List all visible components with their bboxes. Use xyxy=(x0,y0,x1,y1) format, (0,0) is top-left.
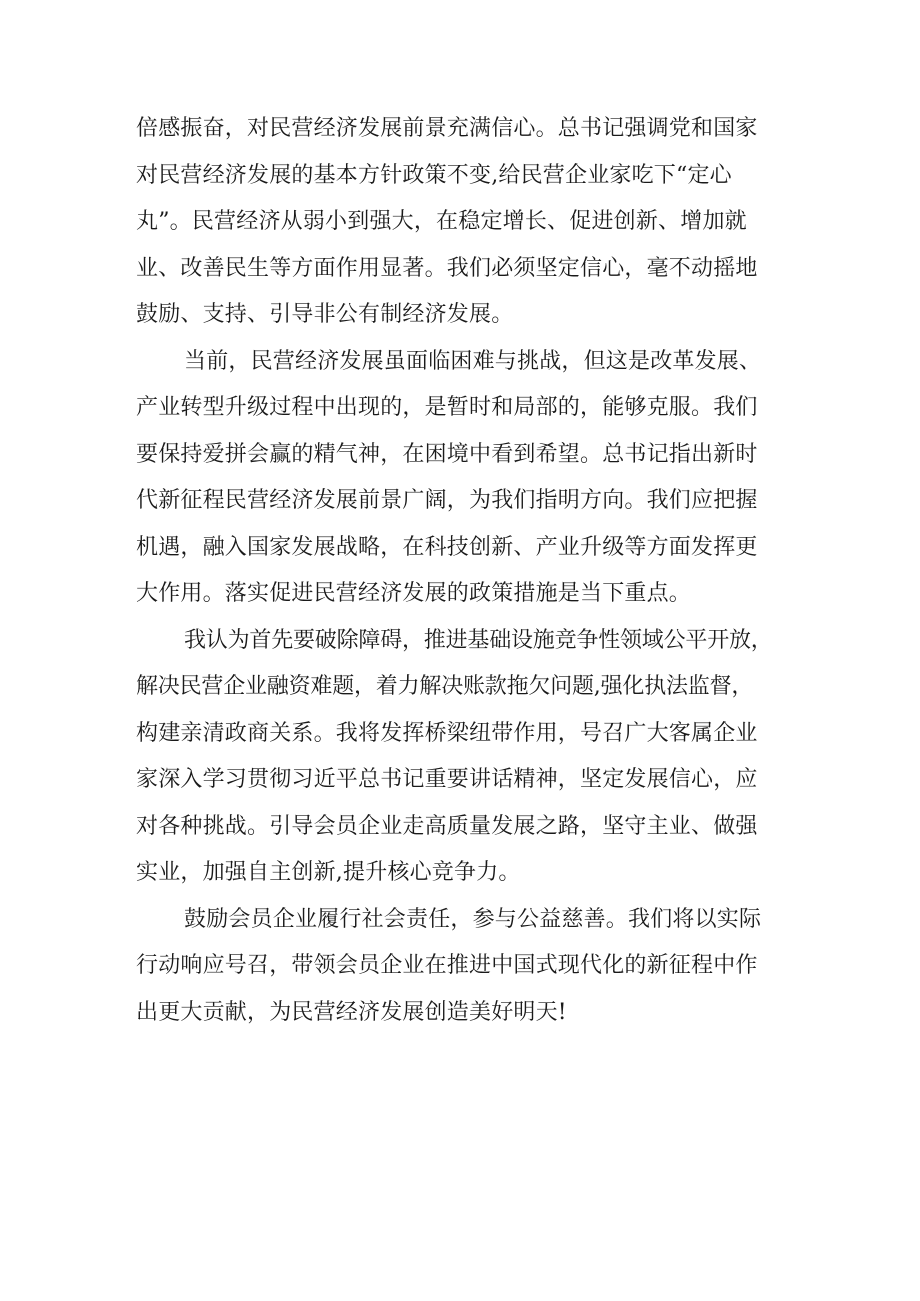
paragraph-line: 机遇，融入国家发展战略，在科技创新、产业升级等方面发挥更 xyxy=(136,534,758,560)
paragraph-line: 实业，加强自主创新,提升核心竞争力。 xyxy=(136,860,521,885)
paragraph-line: 大作用。落实促进民营经济发展的政策措施是当下重点。 xyxy=(136,581,692,606)
paragraph-line: 产业转型升级过程中出现的，是暂时和局部的，能够克服。我们 xyxy=(136,395,758,420)
paragraph-line: 构建亲清政商关系。我将发挥桥梁纽带作用，号召广大客属企业 xyxy=(136,720,758,746)
paragraph-3 xyxy=(136,618,796,897)
paragraph-line: 鼓励会员企业履行社会责任，参与公益慈善。我们将以实际 xyxy=(184,906,762,932)
paragraph-line: 对民营经济发展的基本方针政策不变,给民营企业家吃下“定心 xyxy=(136,162,732,188)
paragraph-line: 行动响应号召，带领会员企业在推进中国式现代化的新征程中作 xyxy=(136,953,758,978)
paragraph-line: 我认为首先要破除障碍，推进基础设施竞争性领域公平开放， xyxy=(184,627,773,653)
paragraph-line: 鼓励、支持、引导非公有制经济发展。 xyxy=(136,302,514,327)
paragraph-line: 丸”。民营经济从弱小到强大，在稳定增长、促进创新、增加就 xyxy=(136,209,747,234)
paragraph-line: 要保持爱拼会赢的精气神，在困境中看到希望。总书记指出新时 xyxy=(136,441,758,467)
paragraph-line: 解决民营企业融资难题，着力解决账款拖欠问题,强化执法监督， xyxy=(136,674,754,699)
paragraph-line: 业、改善民生等方面作用显著。我们必须坚定信心，毫不动摇地 xyxy=(136,255,758,281)
paragraph-line: 家深入学习贯彻习近平总书记重要讲话精神，坚定发展信心，应 xyxy=(136,767,758,792)
paragraph-1 xyxy=(136,106,796,339)
paragraph-2 xyxy=(136,339,796,618)
paragraph-line: 倍感振奋，对民营经济发展前景充满信心。总书记强调党和国家 xyxy=(136,116,758,141)
paragraph-4 xyxy=(136,897,796,1037)
document-page xyxy=(136,106,796,1036)
paragraph-line: 当前，民营经济发展虽面临困难与挑战，但这是改革发展、 xyxy=(184,348,762,374)
paragraph-line: 出更大贡献，为民营经济发展创造美好明天! xyxy=(136,999,567,1025)
paragraph-line: 对各种挑战。引导会员企业走高质量发展之路，坚守主业、做强 xyxy=(136,813,758,839)
paragraph-line: 代新征程民营经济发展前景广阔，为我们指明方向。我们应把握 xyxy=(136,488,758,513)
